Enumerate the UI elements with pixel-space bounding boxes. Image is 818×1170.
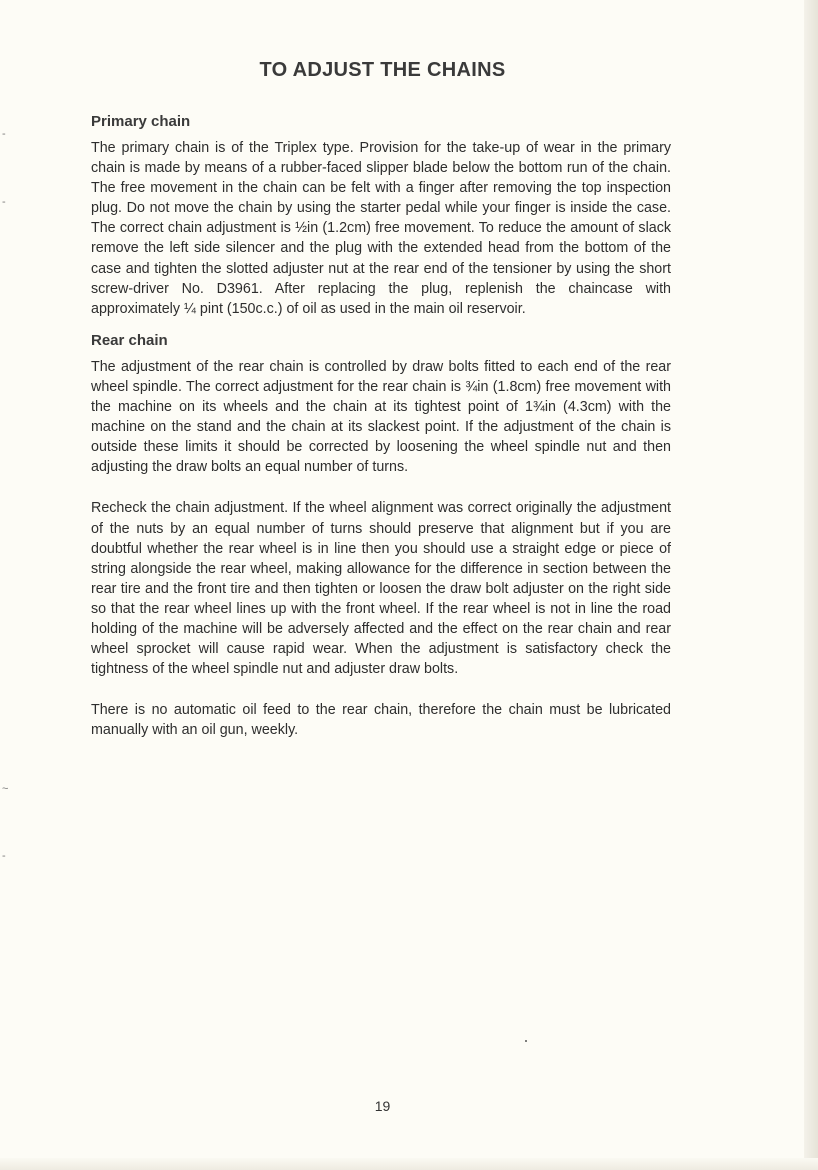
rear-chain-paragraph-3: There is no automatic oil feed to the rear chain, therefore the chain must be lubricated manually with an oil gun, weekly. (91, 702, 671, 739)
margin-mark: - (2, 850, 6, 862)
page-number: 19 (374, 1098, 391, 1114)
print-speck (525, 1040, 527, 1042)
section-heading-primary-chain: Primary chain (91, 113, 191, 130)
page-edge-shadow (804, 0, 818, 1170)
section-spacer (91, 319, 671, 331)
rear-chain-paragraph-2: Recheck the chain adjustment. If the wheel alignment was correct originally the adjustment of the nuts by an equal number of turns should preserve that alignment but if you are doubtful whether the rear wheel is in line then you should use a straight edge or piece of string alongside the rear wheel, making allowance for the difference in section between the rear tire and the front tire and then tighten or loosen the draw bolt adjuster on the right side so that the rear wheel lines up with the front wheel. If the rear wheel is not in line the road holding of the machine will be adversely affected and the effect on the rear chain and rear wheel sprocket will cause rapid wear. When the adjustment is satisfactory check the tightness of the wheel spindle nut and adjuster draw bolts. (91, 500, 671, 678)
page-title: TO ADJUST THE CHAINS (259, 59, 506, 82)
page-bottom-shadow (0, 1158, 818, 1170)
rear-chain-paragraph-1: The adjustment of the rear chain is controlled by draw bolts fitted to each end of the rear wheel spindle. The correct adjustment for the rear chain is ¾in (1.8cm) free movement with the machine on its wheels and the chain at its tightest point of 1¾in (4.3cm) with the machine on the stand and the chain at its slackest point. If the adjustment of the chain is outside these limits it should be corrected by loosening the wheel spindle nut and then adjusting the draw bolts an equal number of turns. (91, 358, 671, 476)
paragraph-spacer (91, 477, 671, 498)
margin-mark: ~ (2, 783, 9, 795)
paragraph-spacer (91, 679, 671, 700)
margin-mark: - (2, 196, 6, 208)
section-heading-rear-chain: Rear chain (91, 331, 168, 349)
primary-chain-paragraph: The primary chain is of the Triplex type. Provision for the take-up of wear in the primary chain is made by means of a rubber-faced slipper blade below the bottom run of the chain. The free movement in the chain can be felt with a finger after removing the top inspection plug. Do not move the chain by using the starter pedal while your finger is inside the case. The correct chain adjustment is ½in (1.2cm) free movement. To reduce the amount of slack remove the left side silencer and the plug with the extended head from the bottom of the case and tighten the slotted adjuster nut at the rear end of the tensioner by using the short screw-driver No. D3961. After replacing the plug, replenish the chaincase with approximately ¼ pint (150c.c.) of oil as used in the main oil reservoir. (91, 140, 671, 317)
margin-mark: - (2, 128, 6, 140)
document-body (91, 112, 671, 740)
